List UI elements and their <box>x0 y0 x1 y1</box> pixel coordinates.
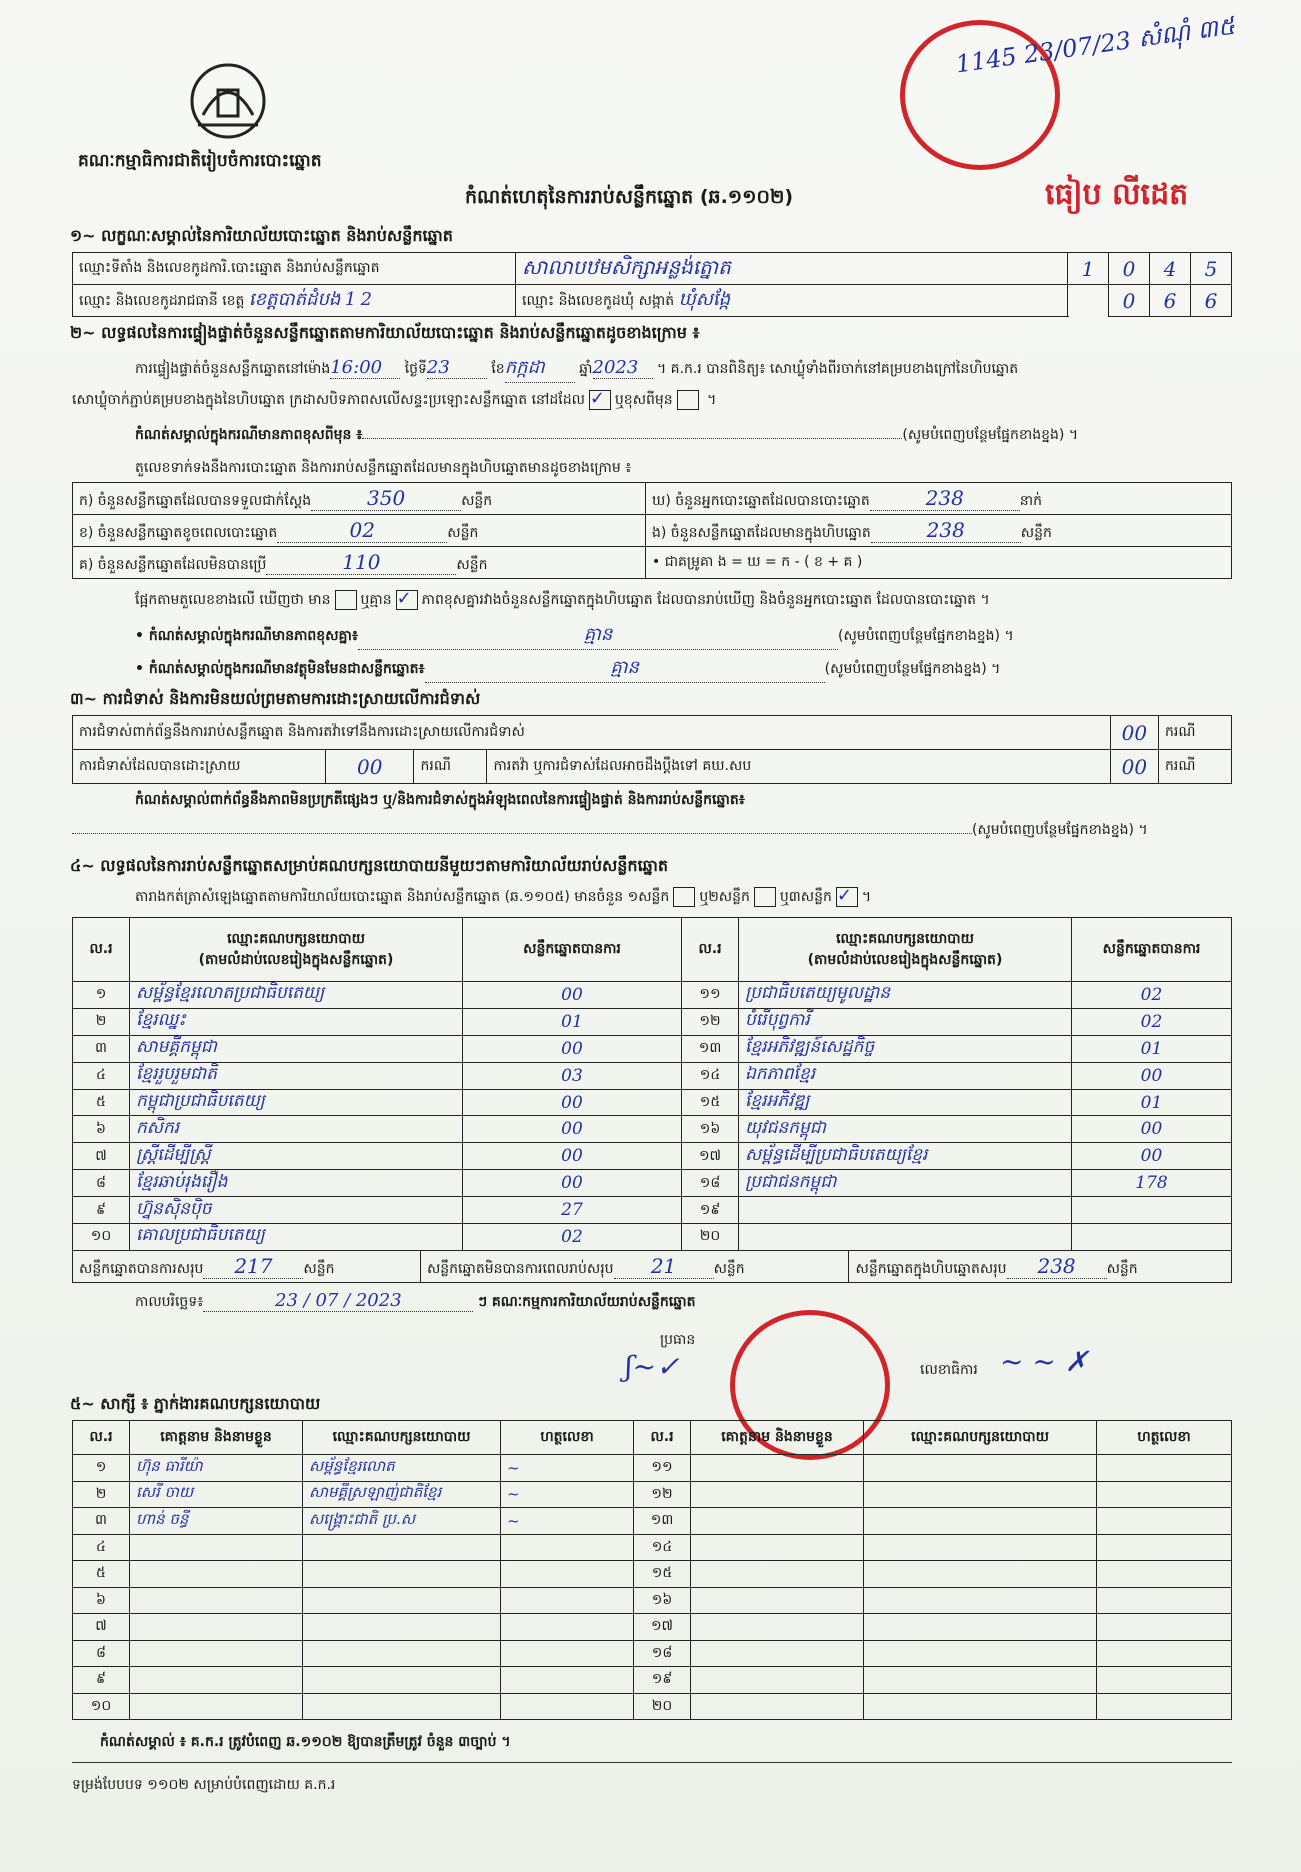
witness-party <box>864 1587 1097 1614</box>
objections-table <box>72 715 1232 784</box>
party-votes: 03 <box>463 1062 682 1089</box>
objection-value: 00 <box>1110 716 1158 750</box>
commune-cell: ឈ្មោះ និងលេខកូដឃុំ សង្កាត់ ឃុំសង្កែ <box>516 285 1068 317</box>
witness-name <box>691 1614 864 1641</box>
appeal-label: ការតវ៉ា ឬការជំទាស់ដែលអាចដឹងប្តឹងទៅ គឃ.សប <box>487 750 1110 784</box>
party-name: សម្ព័ន្ធដើម្បីប្រជាធិបតេយ្យខ្មែរ <box>739 1143 1072 1170</box>
party-no: ៧ <box>73 1143 130 1170</box>
footer-divider <box>72 1762 1232 1763</box>
day-value: 23 <box>427 357 487 379</box>
total-invalid-value: 21 <box>614 1254 714 1279</box>
party-name: កសិករ <box>130 1116 463 1143</box>
total-box: សន្លឹកឆ្នោតក្នុងហិបឆ្នោតសរុប 238 សន្លឹក <box>849 1251 1232 1283</box>
party-votes: 00 <box>463 1035 682 1062</box>
figure-ngo-value: 238 <box>871 518 1021 543</box>
one-sheet-checkbox[interactable] <box>673 887 695 907</box>
irregularity-line: (សូមបំពេញបន្ថែមផ្នែកខាងខ្នង) ។ <box>72 820 1148 841</box>
party-votes: 02 <box>463 1224 682 1251</box>
figure-ngo: ង) ចំនួនសន្លឹកឆ្នោតដែលមានក្នុងហិបឆ្នោត 238 សន្លឹក <box>646 515 1232 547</box>
table-row <box>73 1667 1232 1694</box>
table-row <box>73 1062 1232 1089</box>
witness-no: ១៥ <box>634 1561 691 1588</box>
table-row <box>73 1693 1232 1720</box>
witness-party <box>303 1587 501 1614</box>
witness-party: សម្ព័ន្ធខ្មែរលោត <box>303 1455 501 1482</box>
witness-signature <box>1097 1508 1232 1535</box>
table-row <box>73 1455 1232 1482</box>
party-votes: 00 <box>1072 1116 1232 1143</box>
witness-no: ៦ <box>73 1587 130 1614</box>
section1-title: ១~ លក្ខណៈសម្គាល់នៃការិយាល័យបោះឆ្នោត និងរាប់សន្លឹកឆ្នោត <box>70 226 453 245</box>
witness-signature <box>501 1587 634 1614</box>
witness-name <box>691 1587 864 1614</box>
party-no: ២០ <box>682 1224 739 1251</box>
witness-signature <box>1097 1534 1232 1561</box>
witness-signature <box>501 1561 634 1588</box>
witness-party <box>303 1667 501 1694</box>
changed-checkbox[interactable] <box>677 390 699 410</box>
witness-no: ១៨ <box>634 1640 691 1667</box>
foreign-object-value: គ្មាន <box>425 655 825 683</box>
section3-title: ៣~ ការជំទាស់ និងការមិនយល់ព្រមតាមការដោះស្រាយលើការជំទាស់ <box>70 689 481 708</box>
party-votes: 00 <box>463 982 682 1009</box>
commune-value: ឃុំសង្កែ <box>678 289 730 310</box>
party-name: ប្រជាធិបតេយ្យមូលដ្ឋាន <box>739 982 1072 1009</box>
figure-kha: ខ) ចំនួនសន្លឹកឆ្នោតខូចពេលបោះឆ្នោត 02 សន្លឹក <box>73 515 646 547</box>
party-votes: 00 <box>463 1116 682 1143</box>
witness-no: ១០ <box>73 1693 130 1720</box>
witness-party <box>864 1693 1097 1720</box>
location-code-digit: 1 <box>1068 253 1109 285</box>
witness-name <box>691 1534 864 1561</box>
party-no: ១៨ <box>682 1170 739 1197</box>
witness-party <box>864 1534 1097 1561</box>
witness-signature: ~ <box>501 1481 634 1508</box>
no-difference-checkbox[interactable] <box>396 590 418 610</box>
location-table <box>72 252 1232 317</box>
party-no: ២ <box>73 1008 130 1035</box>
formula: • ជាគម្រូគា ង = ឃ = ក - ( ខ + គ ) <box>646 547 1232 579</box>
commune-code-digit: 6 <box>1191 285 1232 317</box>
witness-signature <box>501 1640 634 1667</box>
total-box-value: 238 <box>1007 1254 1107 1279</box>
unit-case: ករណី <box>1159 750 1232 784</box>
col-votes: សន្លឹកឆ្នោតបានការ <box>1072 918 1232 982</box>
witness-party <box>864 1455 1097 1482</box>
party-name: កម្ពុជាប្រជាធិបតេយ្យ <box>130 1089 463 1116</box>
party-votes: 27 <box>463 1197 682 1224</box>
results-table <box>72 917 1232 1251</box>
witness-no: ៧ <box>73 1614 130 1641</box>
table-row <box>73 1116 1232 1143</box>
party-name: ខ្មែររួបរួមជាតិ <box>130 1062 463 1089</box>
witness-party <box>864 1614 1097 1641</box>
witness-name <box>130 1587 303 1614</box>
chief-label: ប្រធាន <box>660 1332 696 1348</box>
col-sign: ហត្ថលេខា <box>1097 1421 1232 1455</box>
commune-code-digit: 0 <box>1109 285 1150 317</box>
witness-signature <box>1097 1481 1232 1508</box>
witness-name: ហ៊ុន ធារីយ៉ា <box>130 1455 303 1482</box>
party-name: ខ្មែរឆាប់រុងរឿង <box>130 1170 463 1197</box>
party-votes: 00 <box>1072 1143 1232 1170</box>
witness-party <box>864 1561 1097 1588</box>
has-difference-checkbox[interactable] <box>335 590 357 610</box>
party-name: បំរើបុព្វការី <box>739 1008 1072 1035</box>
month-value: កក្កដា <box>505 355 575 383</box>
province-code: 1 <box>344 289 357 310</box>
witness-signature <box>501 1614 634 1641</box>
witness-signature <box>1097 1561 1232 1588</box>
party-name: ប្រជាជនកម្ពុជា <box>739 1170 1072 1197</box>
col-name: គោត្តនាម និងនាមខ្លួន <box>130 1421 303 1455</box>
witness-name <box>130 1640 303 1667</box>
figure-ko: គ) ចំនួនសន្លឹកឆ្នោតដែលមិនបានប្រើ 110 សន្លឹក <box>73 547 646 579</box>
commune-code-digit: 6 <box>1150 285 1191 317</box>
table-row <box>73 1143 1232 1170</box>
party-votes: 01 <box>1072 1089 1232 1116</box>
party-no: ១៣ <box>682 1035 739 1062</box>
party-no: ៦ <box>73 1116 130 1143</box>
witness-name <box>691 1667 864 1694</box>
total-valid-value: 217 <box>203 1254 303 1279</box>
witness-name <box>691 1693 864 1720</box>
witness-signature <box>1097 1455 1232 1482</box>
party-name <box>739 1197 1072 1224</box>
party-votes: 02 <box>1072 982 1232 1009</box>
witness-name <box>691 1481 864 1508</box>
party-name: ខ្មែរអភិវឌ្ឍ <box>739 1089 1072 1116</box>
party-name: សម្ព័ន្ធខ្មែរលោតប្រជាធិបតេយ្យ <box>130 982 463 1009</box>
col-name: គោត្តនាម និងនាមខ្លួន <box>691 1421 864 1455</box>
table-row <box>73 1508 1232 1535</box>
col-party: ឈ្មោះគណបក្សនយោបាយ <box>864 1421 1097 1455</box>
party-no: ១៧ <box>682 1143 739 1170</box>
figure-ko-value: 110 <box>266 550 456 575</box>
party-votes: 00 <box>463 1089 682 1116</box>
witness-name <box>691 1508 864 1535</box>
figure-kha-value: 02 <box>277 518 447 543</box>
unchanged-checkbox[interactable] <box>589 390 611 410</box>
location-code-digit: 0 <box>1109 253 1150 285</box>
tally-sheet-line: តារាងកត់ត្រាសំឡេងឆ្នោតតាមការិយាល័យបោះឆ្នោត និងរាប់សន្លឹកឆ្នោត (ឆ.១១០៥) មានចំនួន ១សន្លឹក ឬ២សន្លឹក ឬ៣សន្លឹក✓ ។ <box>135 887 871 908</box>
party-name: ឯកភាពខ្មែរ <box>739 1062 1072 1089</box>
resolved-label: ការជំទាស់ដែលបានដោះស្រាយ <box>73 750 326 784</box>
witness-no: ៣ <box>73 1508 130 1535</box>
witness-no: ៤ <box>73 1534 130 1561</box>
party-votes <box>1072 1224 1232 1251</box>
witness-no: ១១ <box>634 1455 691 1482</box>
party-no: ១ <box>73 982 130 1009</box>
witness-signature <box>1097 1693 1232 1720</box>
party-name: សាមគ្គីកម្ពុជា <box>130 1035 463 1062</box>
location-label: ឈ្មោះទីតាំង និងលេខកូដការិ.បោះឆ្នោត និងរាប់សន្លឹកឆ្នោត <box>73 253 516 285</box>
province-label: ឈ្មោះ និងលេខកូដរាជធានី ខេត្ត ខេត្តបាត់ដំបង 1 2 <box>73 285 516 317</box>
witness-no: ២ <box>73 1481 130 1508</box>
party-name: យុវជនកម្ពុជា <box>739 1116 1072 1143</box>
col-party: ឈ្មោះគណបក្សនយោបាយ (តាមលំដាប់លេខរៀងក្នុងសន្លឹកឆ្នោត) <box>739 918 1072 982</box>
party-votes <box>1072 1197 1232 1224</box>
total-valid: សន្លឹកឆ្នោតបានការសរុប 217 សន្លឹក <box>73 1251 421 1283</box>
province-code: 2 <box>360 289 373 310</box>
witness-signature <box>501 1667 634 1694</box>
party-no: ១៤ <box>682 1062 739 1089</box>
year-value: 2023 <box>593 357 653 379</box>
witness-signature <box>501 1534 634 1561</box>
witness-no: ៨ <box>73 1640 130 1667</box>
witness-name <box>691 1561 864 1588</box>
form-footer: ទម្រង់បែបបទ ១១០២ សម្រាប់បំពេញដោយ គ.ក.រ <box>72 1777 336 1793</box>
figure-ka-value: 350 <box>311 486 461 511</box>
verification-line: ការផ្ទៀងផ្ទាត់ចំនួនសន្លឹកឆ្នោតនៅម៉ោង16:00 ថ្ងៃទី23 ខែកក្កដា ឆ្នាំ2023 ។ គ.ក.រ បានពិនិត្យ៖ សោឃ្លុំទាំងពីរចាក់នៅគម្របខាងក្រៅនៃហិបឆ្នោត <box>135 355 1018 383</box>
witness-no: ៩ <box>73 1667 130 1694</box>
location-code-digit: 4 <box>1150 253 1191 285</box>
table-row <box>73 982 1232 1009</box>
witness-party <box>864 1508 1097 1535</box>
col-votes: សន្លឹកឆ្នោតបានការ <box>463 918 682 982</box>
witness-name <box>130 1534 303 1561</box>
witness-signature <box>501 1693 634 1720</box>
col-no: ល.រ <box>73 1421 130 1455</box>
witness-no: ១៤ <box>634 1534 691 1561</box>
party-votes: 02 <box>1072 1008 1232 1035</box>
chief-signature: ʃ~✓ <box>625 1350 680 1383</box>
party-no: ៥ <box>73 1089 130 1116</box>
secretary-label: លេខាធិការ <box>920 1362 978 1378</box>
footnote: កំណត់សម្គាល់ ៖ គ.ក.រ ត្រូវបំពេញ ឆ.១១០២ ឱ្យបានត្រឹមត្រូវ ចំនួន ៣ច្បាប់ ។ <box>100 1734 511 1750</box>
objection-label: ការជំទាស់ពាក់ព័ន្ធនឹងការរាប់សន្លឹកឆ្នោត និងការតវ៉ាទៅនឹងការដោះស្រាយលើការជំទាស់ <box>73 716 1111 750</box>
location-code-digit: 5 <box>1191 253 1232 285</box>
figure-kho-value: 238 <box>870 486 1020 511</box>
witness-party: សាមគ្គីស្រឡាញ់ជាតិខ្មែរ <box>303 1481 501 1508</box>
figures-intro: តួលេខទាក់ទងនឹងការបោះឆ្នោត និងការរាប់សន្លឹកឆ្នោតដែលមានក្នុងហិបឆ្នោតមានដូចខាងក្រោម ៖ <box>135 460 632 476</box>
table-row <box>73 1008 1232 1035</box>
section2-title: ២~ លទ្ធផលនៃការផ្ទៀងផ្ទាត់ចំនួនសន្លឹកឆ្នោតតាមការិយាល័យបោះឆ្នោត និងរាប់សន្លឹកឆ្នោតដូចខាងក្រោម ៖ <box>70 323 700 342</box>
col-party: ឈ្មោះគណបក្សនយោបាយ (តាមលំដាប់លេខរៀងក្នុងសន្លឹកឆ្នោត) <box>130 918 463 982</box>
witness-name <box>130 1667 303 1694</box>
total-invalid: សន្លឹកឆ្នោតមិនបានការពេលរាប់សរុប 21 សន្លឹក <box>420 1251 849 1283</box>
resolved-value: 00 <box>326 750 414 784</box>
party-name: គោលប្រជាធិបតេយ្យ <box>130 1224 463 1251</box>
witness-name <box>691 1455 864 1482</box>
unit-case: ករណី <box>414 750 487 784</box>
witness-party <box>864 1640 1097 1667</box>
org-name: គណៈកម្មាធិការជាតិរៀបចំការបោះឆ្នោត <box>78 151 322 171</box>
party-name <box>739 1224 1072 1251</box>
province-value: ខេត្តបាត់ដំបង <box>248 289 341 310</box>
witness-no: ១ <box>73 1455 130 1482</box>
two-sheet-checkbox[interactable] <box>754 887 776 907</box>
figure-ka: ក) ចំនួនសន្លឹកឆ្នោតដែលបានទទួលជាក់ស្ដែង 350 សន្លឹក <box>73 483 646 515</box>
party-votes: 00 <box>1072 1062 1232 1089</box>
diff-note: • កំណត់សម្គាល់ក្នុងករណីមានភាពខុសគ្នា៖ គ្មាន (សូមបំពេញបន្ថែមផ្នែកខាងខ្នង) ។ <box>135 622 1014 650</box>
witness-signature <box>1097 1640 1232 1667</box>
irregularity-note: កំណត់សម្គាល់ពាក់ព័ន្ធនឹងភាពមិនប្រក្រតីផ្សេងៗ ឬ/និងការជំទាស់ក្នុងអំឡុងពេលនៃការផ្ទៀងផ្ទាត់ និងការរាប់សន្លឹកឆ្នោត៖ <box>135 792 745 808</box>
table-row <box>73 1224 1232 1251</box>
section5-title: ៥~ សាក្សី ៖ ភ្នាក់ងារគណបក្សនយោបាយ <box>70 1394 321 1413</box>
col-no: ល.រ <box>73 918 130 982</box>
party-no: ៣ <box>73 1035 130 1062</box>
secretary-signature: ~ ~ ✗ <box>1000 1345 1089 1378</box>
location-value: សាលាបឋមសិក្សាអន្លង់ត្នោត <box>516 253 1068 285</box>
table-row <box>73 1089 1232 1116</box>
col-no: ល.រ <box>634 1421 691 1455</box>
party-no: ៨ <box>73 1170 130 1197</box>
witness-table <box>72 1420 1232 1720</box>
table-row <box>73 1197 1232 1224</box>
stamp-handwriting: 1145 23/07/23 សំណុំ ៣៥ <box>954 11 1237 79</box>
table-row <box>73 1587 1232 1614</box>
party-votes: 178 <box>1072 1170 1232 1197</box>
section4-title: ៤~ លទ្ធផលនៃការរាប់សន្លឹកឆ្នោតសម្រាប់គណបក្សនយោបាយនីមួយៗតាមការិយាល័យរាប់សន្លឹកឆ្នោត <box>70 856 669 875</box>
three-sheet-checkbox[interactable] <box>836 887 858 907</box>
witness-party <box>864 1667 1097 1694</box>
nec-emblem-icon <box>183 60 273 142</box>
compare-line: ផ្អែកតាមតួលេខខាងលើ ឃើញថា មាន ឬគ្មាន✓ ភាពខុសគ្នារវាងចំនួនសន្លឹកឆ្នោតក្នុងហិបឆ្នោត ដែលបានរាប់ឃើញ និងចំនួនអ្នកបោះឆ្នោត ដែលបានបោះឆ្នោត ។ <box>135 590 990 611</box>
seal-line: សោឃ្លុំចាក់ភ្ជាប់គម្របខាងក្នុងនៃហិបឆ្នោត ក្រដាសបិទភាពសលើសន្ទះប្រឡោះសន្លឹកឆ្នោត នៅដដែល✓ ឬខុសពីមុន ។ <box>72 390 716 411</box>
witness-party <box>864 1481 1097 1508</box>
table-row <box>73 1640 1232 1667</box>
red-annotation: ធៀប លីដេត <box>1045 177 1189 212</box>
party-name: ខ្មែរអភិវឌ្ឍន៍សេដ្ឋកិច្ច <box>739 1035 1072 1062</box>
col-party: ឈ្មោះគណបក្សនយោបាយ <box>303 1421 501 1455</box>
figure-kho: ឃ) ចំនួនអ្នកបោះឆ្នោតដែលបានបោះឆ្នោត 238 នាក់ <box>646 483 1232 515</box>
party-name: ស្ត្រីដើម្បីស្ត្រី <box>130 1143 463 1170</box>
diff-note-line: កំណត់សម្គាល់ក្នុងករណីមានភាពខុសពីមុន ៖ (សូមបំពេញបន្ថែមផ្នែកខាងខ្នង) ។ <box>135 427 1079 443</box>
party-no: ១៦ <box>682 1116 739 1143</box>
witness-no: ១២ <box>634 1481 691 1508</box>
witness-signature <box>1097 1667 1232 1694</box>
col-sign: ហត្ថលេខា <box>501 1421 634 1455</box>
party-votes: 01 <box>463 1008 682 1035</box>
foreign-object-note: • កំណត់សម្គាល់ក្នុងករណីមានវត្ថុមិនមែនជាសន្លឹកឆ្នោត៖ គ្មាន (សូមបំពេញបន្ថែមផ្នែកខាងខ្នង) ។ <box>135 655 1000 683</box>
time-value: 16:00 <box>330 357 400 379</box>
table-row <box>73 1561 1232 1588</box>
witness-no: ១៣ <box>634 1508 691 1535</box>
table-row <box>73 1534 1232 1561</box>
party-no: ១០ <box>73 1224 130 1251</box>
date-value: 23 / 07 / 2023 <box>203 1290 473 1312</box>
party-name: ខ្មែរឈ្នះ <box>130 1008 463 1035</box>
party-no: ១១ <box>682 982 739 1009</box>
witness-signature: ~ <box>501 1455 634 1482</box>
party-no: ១៥ <box>682 1089 739 1116</box>
witness-no: ១៦ <box>634 1587 691 1614</box>
witness-signature: ~ <box>501 1508 634 1535</box>
table-row <box>73 1481 1232 1508</box>
witness-party <box>303 1693 501 1720</box>
party-no: ១៩ <box>682 1197 739 1224</box>
party-no: ១២ <box>682 1008 739 1035</box>
witness-name <box>130 1614 303 1641</box>
party-name: ហ្វ៊ុនស៊ិនប៉ិច <box>130 1197 463 1224</box>
diff-note-value: គ្មាន <box>358 622 838 650</box>
party-votes: 01 <box>1072 1035 1232 1062</box>
party-votes: 00 <box>463 1143 682 1170</box>
witness-no: ៥ <box>73 1561 130 1588</box>
table-row <box>73 1035 1232 1062</box>
witness-party <box>303 1561 501 1588</box>
witness-name <box>691 1640 864 1667</box>
witness-party <box>303 1614 501 1641</box>
date-line: កាលបរិច្ឆេទ៖ 23 / 07 / 2023 ៗ គណៈកម្មការការិយាល័យរាប់សន្លឹកឆ្នោត <box>135 1290 696 1311</box>
party-votes: 00 <box>463 1170 682 1197</box>
col-no: ល.រ <box>682 918 739 982</box>
witness-name: សេរី ចាយ <box>130 1481 303 1508</box>
page-title: កំណត់ហេតុនៃការរាប់សន្លឹកឆ្នោត (ឆ.១១០២) <box>465 186 794 208</box>
witness-no: ១៧ <box>634 1614 691 1641</box>
witness-name: ហាន់ ចន្ធី <box>130 1508 303 1535</box>
witness-party <box>303 1534 501 1561</box>
witness-no: ២០ <box>634 1693 691 1720</box>
witness-no: ១៩ <box>634 1667 691 1694</box>
witness-signature <box>1097 1587 1232 1614</box>
witness-name <box>130 1561 303 1588</box>
witness-name <box>130 1693 303 1720</box>
party-no: ៩ <box>73 1197 130 1224</box>
figures-table <box>72 482 1232 579</box>
witness-party: សង្គ្រោះជាតិ ប្រ.ស <box>303 1508 501 1535</box>
party-no: ៤ <box>73 1062 130 1089</box>
unit-case: ករណី <box>1159 716 1232 750</box>
appeal-value: 00 <box>1110 750 1158 784</box>
witness-party <box>303 1640 501 1667</box>
table-row <box>73 1614 1232 1641</box>
totals-table <box>72 1250 1232 1283</box>
witness-signature <box>1097 1614 1232 1641</box>
table-row <box>73 1170 1232 1197</box>
